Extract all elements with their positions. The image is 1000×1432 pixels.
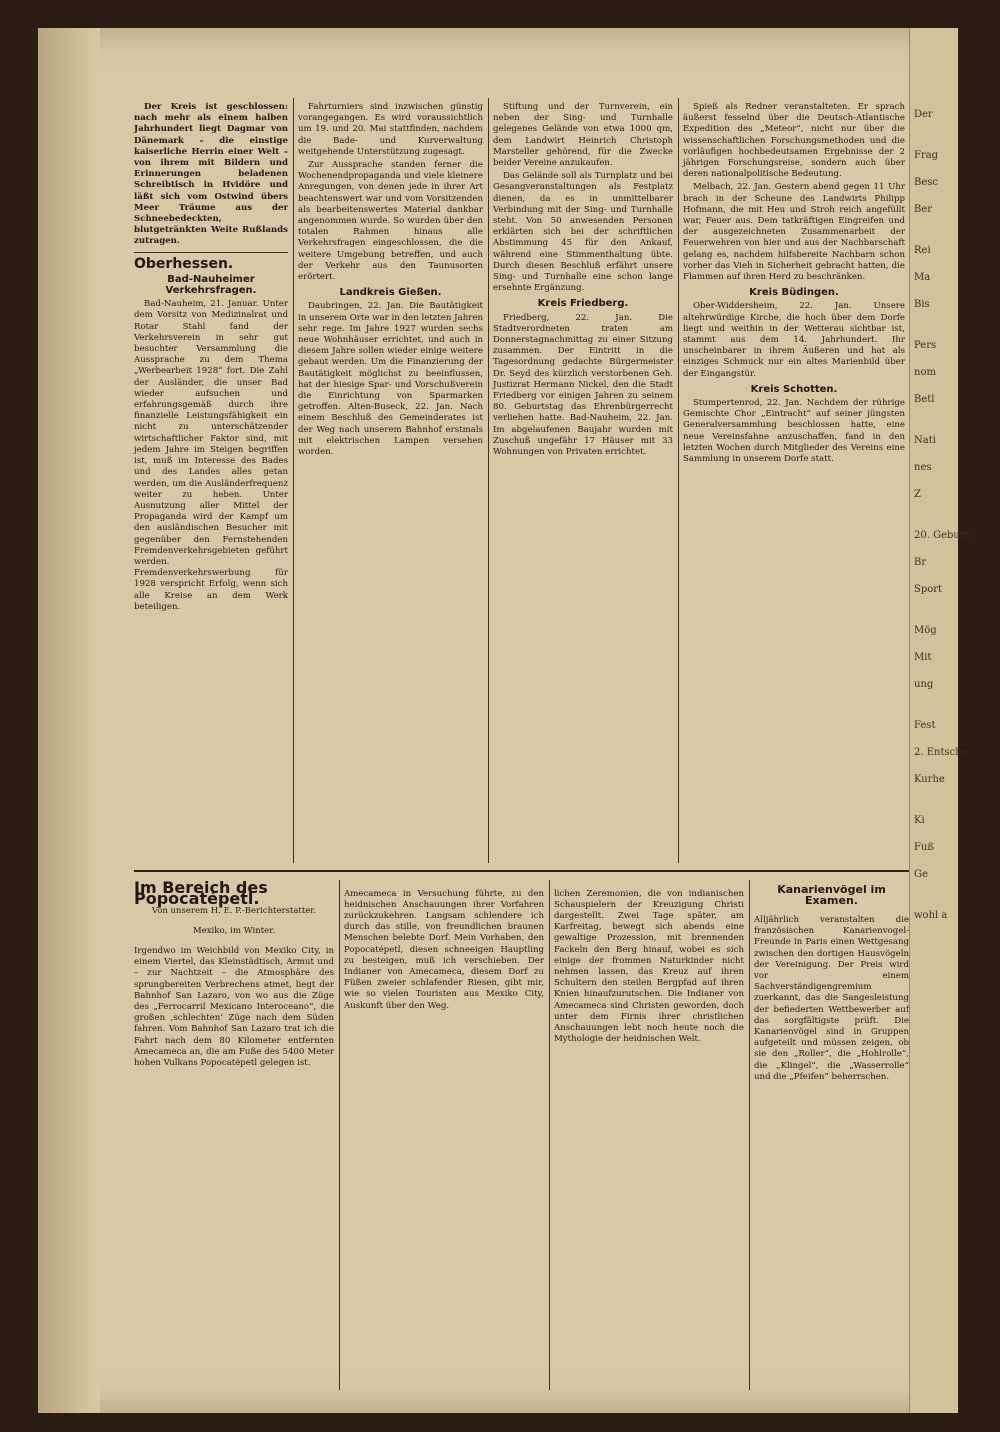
column-3 <box>493 102 673 862</box>
edge-line: Ge <box>914 869 928 880</box>
edge-line: Fuß <box>914 842 935 853</box>
edge-line: Mit <box>914 652 932 663</box>
col4-body2: Ober-Widdersheim, 22. Jan. Unsere altehrwürdige Kirche, die hoch über dem Dorfe liegt und weithin in der Wetterau sichtbar ist, stammt aus dem 14. Jahrhundert. Ihr unscheinbarer in ihrem Äußeren und hat als einziges Schmuck nur ein altes Marienbild über der Eingangstür. <box>683 301 905 379</box>
edge-line: nom <box>914 367 936 378</box>
article-title-popocatepetl: Im Bereich des Popocatépetl. <box>134 878 268 909</box>
column-rule <box>678 98 679 863</box>
col4-body1: Melbach, 22. Jan. Gestern abend gegen 11 Uhr brach in der Scheune des Landwirts Philipp Hofmann, die mit Heu und Stroh reich angefüllt war, Feuer aus. Dem tatkräftigen Eingreifen und der ausgezeichneten Zusammenarbeit der Feuerwehren von hier und aus der Nachbarschaft gelang es, nachdem hilfsbereite Nachbarn schon vorher das Vieh in Sicherheit gebracht hatten, die Flammen auf ihren Herd zu beschränken. <box>683 182 905 283</box>
edge-line: Bis <box>914 299 930 310</box>
edge-line: Nati <box>914 435 936 446</box>
page-binding <box>38 28 100 1413</box>
article-title-kanarienvoegel: Kanarienvögel im Examen. <box>777 883 886 908</box>
column-rule <box>339 880 340 1390</box>
horizontal-separator <box>134 870 934 872</box>
edge-line: nes <box>914 462 932 473</box>
bottom4-body: Alljährlich veranstalten die französischen Kanarienvogel-Freunde in Paris einen Wettgesang zwischen den dortigen Hausvögeln der Vereinigung. Der Preis wird vor einem Sachverständigengremium zuerkannt, das die Sangesleistung der befiederten Wettbewerber auf das sorgfältigste prüft. Die Kanarienvögel sind in Gruppen aufgeteilt und müssen zeigen, ob sie den „Roller“, die „Hohlrolle“, die „Klingel“, die „Wasserrolle“ und die „Pfeifen“ beherrschen. <box>754 915 909 1082</box>
edge-line: Fest <box>914 720 936 731</box>
edge-line: Frag <box>914 150 939 161</box>
section-title-buedingen: Kreis Büdingen. <box>749 287 839 299</box>
bottom1-body: Irgendwo im Weichbild von Mexiko City, in einem Viertel, das Kleinstädtisch, Armut und – zur Nachtzeit – die Atmosphäre des sprungbereiten Verbrechens atmet, liegt der Bahnhof San Lazaro, von wo aus die Züge des „Ferrocarril Mexicano Interoceano“, die großen ‚schlechten‘ Züge nach dem Süden fahren. Vom Bahnhof San Lazaro trat ich die Fahrt nach dem 80 Kilometer entfernten Amecameca an, die am Fuße des 5400 Meter hohen Vulkans Popocatépetl gelegen ist. <box>134 946 334 1069</box>
bottom2-body: Amecameca in Versuchung führte, zu den heidnischen Anschauungen ihrer Vorfahren zurückzukehren. Langsam schlendere ich durch das stille, von freundlichen braunen Menschen belebte Dorf. Mein Vorhaben, den Popocatépetl, diesen schneeigen Hauptling zu besteigen, muß ich verschieben. Der Indianer von Amecameca, diesem Dorf zu Füßen zweier schlafender Riesen, gibt mir, wie so vielen Touristen aus Mexiko City, Auskunft über den Weg. <box>344 888 544 1011</box>
col3-body1: Das Gelände soll als Turnplatz und bei Gesangveranstaltungen als Festplatz dienen, da es in unmittelbarer Verbindung mit der Sing- und Turnhalle steht. Von 50 anwesenden Personen erklärten sich bei der schriftlichen Abstimmung 45 für den Ankauf, während eine Stimmenthaltung übte. Durch diesen Beschluß erfährt unsere Sing- und Turnhalle eine schon lange ersehnte Ergänzung. <box>493 171 673 294</box>
col3-body2: Friedberg, 22. Jan. Die Stadtverordneten traten am Donnerstagnachmittag zu einer Sitzung zusammen. Der Eintritt in die Tagesordnung gedachte Bürgermeister Dr. Seyd des kürzlich verstorbenen Geh. Justizrat Hermann Nickel, den die Stadt Friedberg vor einigen Jahren zu seinem 80. Geburtstag das Ehrenbürgerrecht verliehen hatte. Bad-Nauheim, 22. Jan. Im abgelaufenen Baujahr wurden mit Zuschuß ungefähr 17 Häuser mit 33 Wohnungen von Privaten errichtet. <box>493 312 673 458</box>
bottom-column-3 <box>554 880 744 1390</box>
adjacent-page-text <box>910 28 969 922</box>
column-rule <box>549 880 550 1390</box>
col3-lead: Stiftung und der Turnverein, ein neben der Sing- und Turnhalle gelegenes Gelände von etwa 1000 qm, dem Landwirt Heinrich Christoph Marsteller gehörend, für die Zwecke beider Vereine anzukaufen. <box>493 102 673 169</box>
column-4 <box>683 102 905 862</box>
divider <box>134 252 288 253</box>
bottom-column-2 <box>344 880 544 1390</box>
section-title-oberhessen: Oberhessen. <box>134 255 234 272</box>
column-rule <box>293 98 294 863</box>
column-2 <box>298 102 483 862</box>
edge-line: wohl a <box>914 910 948 921</box>
col4-lead: Spieß als Redner veranstalteten. Er sprach äußerst fesselnd über die Deutsch-Atlantische Expedition des „Meteor“, nicht nur über die wissenschaftlichen Forschungsmethoden und die vorläufigen hochbedeutsamen Ergebnisse der 2 jährigen Forschungsreise, sondern auch über deren nationalpolitische Bedeutung. <box>683 102 905 180</box>
edge-line: ung <box>914 679 934 690</box>
col2-body1: Zur Aussprache standen ferner die Wochenendpropaganda und viele kleinere Anregungen, von denen jede in ihrer Art beachtenswert war und vom Vorsitzenden als bearbeitenswertes Material dankbar angenommen wurde. So wurden über den totalen Rahmen hinaus alle Verkehrsfragen eingeschlossen, die die weitere Umgebung betreffen, und auch der Verkehr aus den Taunusorten erörtert. <box>298 160 483 283</box>
edge-line: Sport <box>914 584 943 595</box>
edge-line: Ber <box>914 204 933 215</box>
section-title-schotten: Kreis Schotten. <box>750 383 838 395</box>
article-body: Bad-Nauheim, 21. Januar. Unter dem Vorsitz von Medizinalrat und Rotar Stahl fand der Verkehrsverein in sehr gut besuchter Versammlung die Aussprache zu dem Thema „Werbearbeit 1928“ fort. Die Zahl der Ausländer, die unser Bad wieder aufsuchen und erfahrungsgemäß durch ihre finanzielle Leistungsfähigkeit ein nicht zu unterschätzender wirtschaftlicher Faktor sind, mit jedem Jahre im Steigen begriffen ist, muß im Interesse des Bades und des Landes alles getan werden, um die Ausländerfrequenz weiter zu heben. Unter Ausnutzung aller Mittel der Propaganda wird der Kampf um den ausländischen Besucher mit gegenüber den Fernstehenden Fremdenverkehrsgebieten geführt werden. Fremdenverkehrswerbung für 1928 verspricht Erfolg, wenn sich alle Kreise an dem Werk beteiligen. <box>134 299 288 612</box>
edge-line: Betl <box>914 394 935 405</box>
col1-intro: Der Kreis ist geschlossen: nach mehr als einem halben Jahrhundert liegt Dagmar von Dänemark – die einstige kaiserliche Herrin einer Welt – von ihrem mit Bildern und Erinnerungen beladenen Schreibtisch in Hvidöre und läßt sich vom Ostwind übers Meer Träume aus der Schneebedeckten, blutgetränkten Weite Rußlands zutragen. <box>134 102 288 247</box>
column-rule <box>488 98 489 863</box>
adjacent-page-edge <box>909 28 969 1413</box>
col4-body3: Stumpertenrod, 22. Jan. Nachdem der rührige Gemischte Chor „Eintracht“ auf seiner jüngsten Generalversammlung beschlossen hatte, eine neue Vereinsfahne anzuschaffen, fand in den letzten Wochen durch Mitglieder des Vereins eine Sammlung in unserem Dorfe statt. <box>683 398 905 465</box>
section-title-friedberg: Kreis Friedberg. <box>537 298 629 310</box>
bottom-column-1 <box>134 880 334 1390</box>
edge-line: Ki <box>914 815 925 826</box>
column-rule <box>749 880 750 1390</box>
edge-line: Br <box>914 557 927 568</box>
bottom3-body: lichen Zeremonien, die von indianischen Schauspielern der Kreuzigung Christi dargestellt. Zwei Tage später, am Karfreitag, bewegt sich abends eine gewaltige Prozession, mit brennenden Fackeln den Berg hinauf, wobei es sich einige der frommen Naturkinder nicht nehmen lassen, das Kreuz auf ihren Schultern den steilen Bergpfad auf ihren Knien hinaufzurutschen. Die Indianer von Amecameca sind Christen geworden, doch unter dem Firnis ihrer christlichen Anschauungen lebt noch heute noch die Mythologie der heidnischen Welt. <box>554 888 744 1045</box>
edge-line: Rei <box>914 245 931 256</box>
dateline: Mexiko, im Winter. <box>192 926 276 937</box>
column-1 <box>134 102 288 862</box>
col2-lead: Fahrturniers sind inzwischen günstig vorangegangen. Es wird voraussichtlich um 19. und 20. Mai stattfinden, nachdem die Bade- und Kurverwaltung weitgehende Unterstützung zugesagt. <box>298 102 483 157</box>
bottom-column-4 <box>754 880 909 1390</box>
edge-line: Der <box>914 109 933 120</box>
edge-line: Ma <box>914 272 931 283</box>
edge-line: 2. Entsche <box>914 747 968 758</box>
edge-line: Kurhe <box>914 774 945 785</box>
newspaper-page <box>38 28 969 1413</box>
edge-line: Pers <box>914 340 937 351</box>
edge-line: Besc <box>914 177 938 188</box>
edge-line: 20. Geburt <box>914 530 969 541</box>
article-title-verkehrsfragen: Bad-Nauheimer Verkehrsfragen. <box>165 273 257 297</box>
edge-line: Z <box>914 489 921 500</box>
col2-body2: Daubringen, 22. Jan. Die Bautätigkeit in unserem Orte war in den letzten Jahren sehr rege. Im Jahre 1927 wurden sechs neue Wohnhäuser errichtet, und auch in diesem Jahre sollen wieder einige weitere gebaut werden. Um die Finanzierung der Bautätigkeit möglichst zu beeinflussen, hat der hiesige Spar- und Vorschußverein die Einrichtung von Sparmarken getroffen. Alten-Buseck, 22. Jan. Nach einem Beschluß des Gemeinderates ist der Weg nach unserem Bahnhof erstmals mit elektrischen Lampen versehen worden. <box>298 301 483 458</box>
edge-line: Mög <box>914 625 937 636</box>
section-title-giessen: Landkreis Gießen. <box>339 287 442 299</box>
byline: Von unserem H. E. P.-Berichterstatter. <box>151 906 317 917</box>
